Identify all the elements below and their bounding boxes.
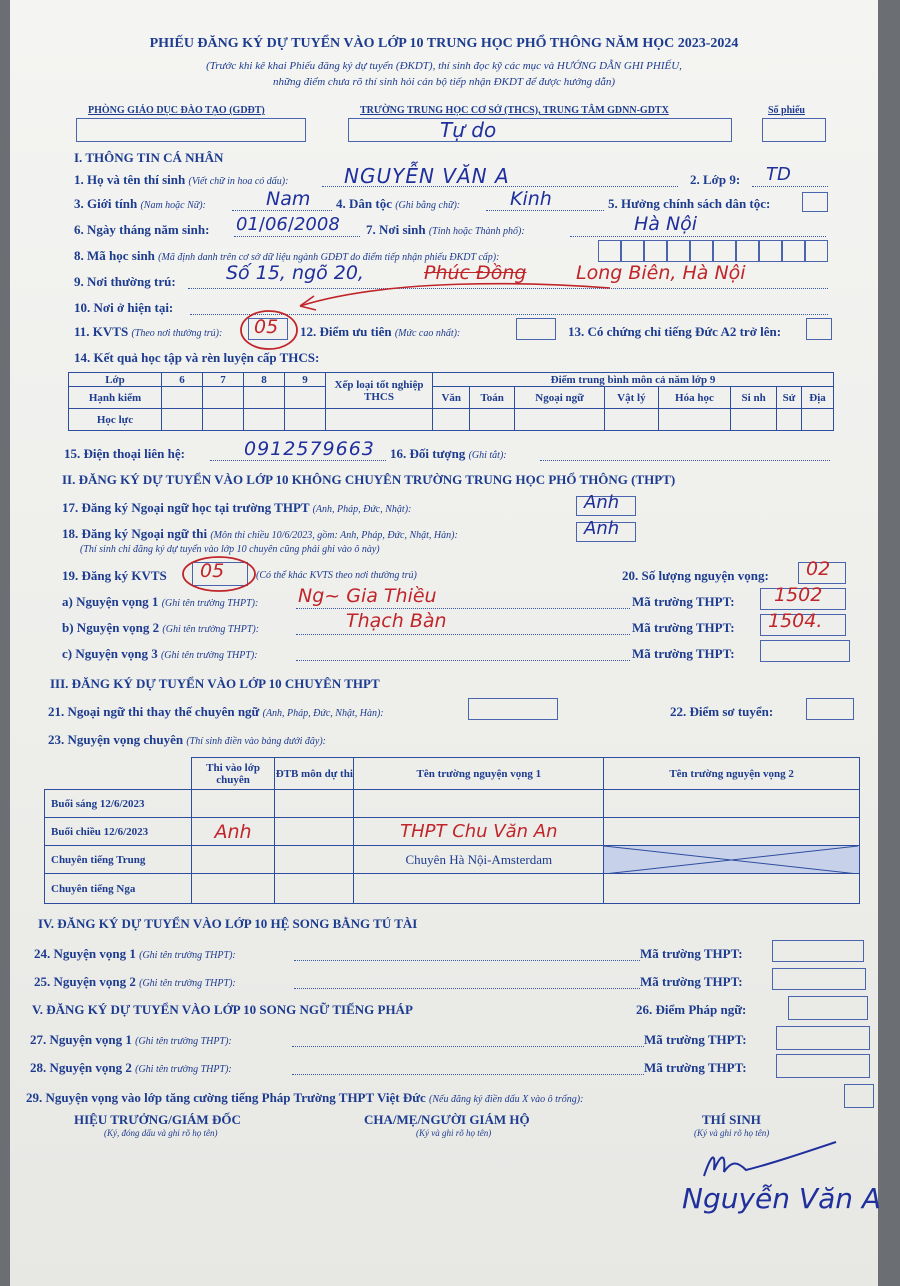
field-11-hint: (Theo nơi thường trú):	[131, 328, 223, 339]
student-code-digit-box[interactable]	[736, 240, 759, 262]
student-code-digit-box[interactable]	[690, 240, 713, 262]
field-17-label: 17. Đăng ký Ngoại ngữ học tại trường THPT	[62, 500, 310, 515]
field-3-hint: (Nam hoặc Nữ):	[140, 200, 206, 211]
subject-vatly: Vật lý	[605, 387, 659, 409]
field-25-hint: (Ghi tên trường THPT):	[139, 978, 236, 989]
field-22-label: 22. Điểm sơ tuyển:	[670, 704, 774, 719]
exam-lang-value: Anh	[584, 518, 620, 539]
ethnicity-value[interactable]: Kinh	[510, 188, 552, 210]
parent-title: CHA/MẸ/NGƯỜI GIÁM HỘ	[364, 1112, 530, 1127]
student-code-digit-box[interactable]	[598, 240, 621, 262]
field-7-hint: (Tỉnh hoặc Thành phố):	[428, 226, 525, 237]
student-code-digit-box[interactable]	[782, 240, 805, 262]
row-hanhkiem: Hạnh kiểm	[69, 387, 162, 409]
school-header: TRƯỜNG TRUNG HỌC CƠ SỞ (THCS), TRUNG TÂM GDNN-GDTX	[360, 105, 669, 116]
dept-box[interactable]	[76, 118, 306, 142]
subject-sinh: Si nh	[731, 387, 777, 409]
col-lop: Lớp	[69, 373, 162, 387]
student-sign-title: THÍ SINH	[702, 1112, 761, 1127]
residence-value-red[interactable]: Long Biên, Hà Nội	[576, 262, 746, 284]
chinese-nv2-shaded	[604, 846, 860, 874]
wish-a-code-label: Mã trường THPT:	[632, 594, 735, 609]
chinese-nv1-value[interactable]: Chuyên Hà Nội-Amsterdam	[354, 846, 604, 874]
field-14-label: 14. Kết quả học tập và rèn luyện cấp THCS:	[74, 350, 320, 365]
field-25-label: 25. Nguyện vọng 2	[34, 974, 136, 989]
birth-year-value[interactable]: 2008	[293, 214, 340, 235]
field-2-label: 2. Lớp 9:	[690, 172, 741, 187]
field-1-hint: (Viết chữ in hoa có dấu):	[188, 176, 289, 187]
kvts-register-value: 05	[200, 560, 225, 582]
wish-c-code-label: Mã trường THPT:	[632, 646, 735, 661]
col-grade-7: 7	[203, 373, 244, 387]
form-note-2: những điểm chưa rõ thí sinh hỏi cán bộ tiếp nhận ĐKDT để được hướng dẫn)	[273, 76, 615, 88]
field-19-label: 19. Đăng ký KVTS	[62, 568, 167, 583]
field-8-hint: (Mã định danh trên cơ sở dữ liệu ngành GDĐT do điểm tiếp nhận phiếu ĐKDT cấp):	[158, 252, 500, 263]
kvts-value: 05	[254, 316, 279, 338]
row-russian: Chuyên tiếng Nga	[45, 874, 192, 904]
student-code-digit-box[interactable]	[805, 240, 828, 262]
wish-b-hint: (Ghi tên trường THPT):	[162, 624, 260, 635]
field-29-hint: (Nếu đăng ký điền dấu X vào ô trống):	[429, 1094, 584, 1105]
field-10-label: 10. Nơi ở hiện tại:	[74, 300, 174, 315]
field-24-code-box[interactable]	[772, 940, 864, 962]
field-20-label: 20. Số lượng nguyện vọng:	[622, 568, 769, 583]
section-4-heading: IV. ĐĂNG KÝ DỰ TUYỂN VÀO LỚP 10 HỆ SONG BẰNG TÚ TÀI	[38, 916, 418, 931]
student-signature-icon	[690, 1140, 840, 1184]
french-class-checkbox[interactable]	[844, 1084, 874, 1108]
field-17-hint: (Anh, Pháp, Đức, Nhật):	[312, 504, 412, 515]
residence-value-struck: Phúc Đồng	[424, 262, 527, 284]
student-code-digit-box[interactable]	[644, 240, 667, 262]
student-name-value[interactable]: NGUYỄN VĂN A	[344, 164, 510, 188]
col-nv2: Tên trường nguyện vọng 2	[604, 758, 860, 790]
dept-header: PHÒNG GIÁO DỤC ĐÀO TẠO (GDĐT)	[88, 105, 265, 116]
section-1-heading: I. THÔNG TIN CÁ NHÂN	[74, 150, 224, 165]
wish-a-code-value: 1502	[774, 584, 823, 606]
wish-b-label: b) Nguyện vọng 2	[62, 620, 160, 635]
field-23-label: 23. Nguyện vọng chuyên	[48, 732, 184, 747]
afternoon-class-value[interactable]: Anh	[191, 818, 274, 846]
wish-c-label: c) Nguyện vọng 3	[62, 646, 158, 661]
field-25-code-label: Mã trường THPT:	[640, 974, 743, 989]
field-21-label: 21. Ngoại ngữ thi thay thế chuyên ngữ	[48, 704, 260, 719]
birth-month-value[interactable]: 06	[264, 214, 288, 235]
form-number-header: Số phiếu	[768, 105, 805, 116]
student-code-digit-box[interactable]	[621, 240, 644, 262]
subject-hoahoc: Hóa học	[658, 387, 731, 409]
row-hocluc: Học lực	[69, 409, 162, 431]
birth-day-value[interactable]: 01	[236, 214, 259, 235]
row-afternoon: Buổi chiều 12/6/2023	[45, 818, 192, 846]
field-3-label: 3. Giới tính	[74, 196, 138, 211]
field-27-hint: (Ghi tên trường THPT):	[135, 1036, 232, 1047]
wish-b-code-label: Mã trường THPT:	[632, 620, 735, 635]
wish-b-value[interactable]: Thạch Bàn	[346, 610, 447, 632]
class-value[interactable]: TD	[766, 164, 791, 185]
row-morning: Buổi sáng 12/6/2023	[45, 790, 192, 818]
col-lop-chuyen: Thi vào lớp chuyên	[191, 758, 274, 790]
substitute-lang-box[interactable]	[468, 698, 558, 720]
col-grade-9: 9	[285, 373, 326, 387]
foreign-lang-value: Anh	[584, 492, 620, 513]
subject-ngoaingu: Ngoại ngữ	[514, 387, 604, 409]
field-25-code-box[interactable]	[772, 968, 866, 990]
field-21-hint: (Anh, Pháp, Đức, Nhật, Hàn):	[262, 708, 384, 719]
priority-box[interactable]	[516, 318, 556, 340]
col-dtb: ĐTB môn dự thi	[275, 758, 354, 790]
study-results-table	[68, 372, 834, 431]
student-code-digit-box[interactable]	[713, 240, 736, 262]
field-16-label: 16. Đối tượng	[390, 446, 466, 461]
wish-count-value: 02	[806, 558, 831, 580]
field-24-code-label: Mã trường THPT:	[640, 946, 743, 961]
field-7-label: 7. Nơi sinh	[366, 222, 426, 237]
field-9-label: 9. Nơi thường trú:	[74, 274, 176, 289]
wish-b-code-value: 1504.	[768, 610, 823, 632]
cross-out-icon	[604, 846, 858, 874]
col-nv1: Tên trường nguyện vọng 1	[354, 758, 604, 790]
field-28-label: 28. Nguyện vọng 2	[30, 1060, 132, 1075]
german-cert-box[interactable]	[806, 318, 832, 340]
section-2-heading: II. ĐĂNG KÝ DỰ TUYỂN VÀO LỚP 10 KHÔNG CHUYÊN TRƯỜNG TRUNG HỌC PHỔ THÔNG (THPT)	[62, 472, 676, 487]
field-28-code-box[interactable]	[776, 1054, 870, 1078]
subject-van: Văn	[433, 387, 470, 409]
field-26-label: 26. Điểm Pháp ngữ:	[636, 1002, 747, 1017]
field-4-hint: (Ghi bằng chữ):	[395, 200, 461, 211]
afternoon-nv1-value[interactable]: THPT Chu Văn An	[354, 818, 604, 846]
field-23-hint: (Thí sinh điền vào bảng dưới đây):	[186, 736, 326, 747]
student-code-digit-box[interactable]	[759, 240, 782, 262]
field-28-code-label: Mã trường THPT:	[644, 1060, 747, 1075]
field-24-label: 24. Nguyện vọng 1	[34, 946, 136, 961]
student-code-digit-box[interactable]	[667, 240, 690, 262]
field-19-hint: (Có thể khác KVTS theo nơi thường trú)	[256, 570, 417, 581]
wish-c-code-box[interactable]	[760, 640, 850, 662]
field-4-label: 4. Dân tộc	[336, 196, 392, 211]
ethnic-policy-box[interactable]	[802, 192, 828, 212]
field-11-label: 11. KVTS	[74, 324, 129, 339]
field-27-code-label: Mã trường THPT:	[644, 1032, 747, 1047]
specialized-wish-table	[44, 757, 860, 904]
form-title: PHIẾU ĐĂNG KÝ DỰ TUYỂN VÀO LỚP 10 TRUNG HỌC PHỔ THÔNG NĂM HỌC 2023-2024	[149, 36, 739, 51]
col-grade-8: 8	[244, 373, 285, 387]
field-27-label: 27. Nguyện vọng 1	[30, 1032, 132, 1047]
subject-toan: Toán	[470, 387, 515, 409]
field-12-label: 12. Điểm ưu tiên	[300, 324, 392, 339]
row-chinese: Chuyên tiếng Trung	[45, 846, 192, 874]
pre-score-box[interactable]	[806, 698, 854, 720]
french-score-box[interactable]	[788, 996, 868, 1020]
field-29-label: 29. Nguyện vọng vào lớp tăng cường tiếng Pháp Trường THPT Việt Đức	[26, 1090, 426, 1105]
field-8-label: 8. Mã học sinh	[74, 248, 155, 263]
principal-hint: (Ký, đóng dấu và ghi rõ họ tên)	[104, 1128, 218, 1138]
form-number-box[interactable]	[762, 118, 826, 142]
field-27-code-box[interactable]	[776, 1026, 870, 1050]
field-13-label: 13. Có chứng chỉ tiếng Đức A2 trở lên:	[568, 324, 782, 339]
residence-value-blue[interactable]: Số 15, ngõ 20,	[226, 262, 364, 284]
field-12-hint: (Mức cao nhất):	[394, 328, 461, 339]
wish-a-label: a) Nguyện vọng 1	[62, 594, 159, 609]
student-signed-name: Nguyễn Văn A	[682, 1182, 882, 1215]
field-28-hint: (Ghi tên trường THPT):	[135, 1064, 232, 1075]
col-diem: Điểm trung bình môn cả năm lớp 9	[433, 373, 834, 387]
student-sign-hint: (Ký và ghi rõ họ tên)	[694, 1128, 770, 1138]
wish-a-value[interactable]: Ng~ Gia Thiều	[298, 585, 437, 607]
section-3-heading: III. ĐĂNG KÝ DỰ TUYỂN VÀO LỚP 10 CHUYÊN THPT	[50, 676, 380, 691]
principal-title: HIỆU TRƯỞNG/GIÁM ĐỐC	[74, 1112, 241, 1127]
parent-hint: (Ký và ghi rõ họ tên)	[416, 1128, 492, 1138]
school-value: Tự do	[440, 118, 497, 142]
red-circle-icon	[238, 308, 300, 352]
subject-dia: Địa	[802, 387, 834, 409]
col-grade-6: 6	[162, 373, 203, 387]
gender-value[interactable]: Nam	[266, 188, 311, 210]
field-16-hint: (Ghi tắt):	[468, 450, 507, 461]
field-1-label: 1. Họ và tên thí sinh	[74, 172, 186, 187]
birthplace-value[interactable]: Hà Nội	[634, 213, 698, 235]
form-note-1: (Trước khi kê khai Phiếu đăng ký dự tuyển (ĐKDT), thí sinh đọc kỹ các mục và HƯỚNG DẪN GHI PHIẾU,	[206, 60, 682, 72]
section-5-heading: V. ĐĂNG KÝ DỰ TUYỂN VÀO LỚP 10 SONG NGỮ TIẾNG PHÁP	[32, 1002, 413, 1017]
wish-c-hint: (Ghi tên trường THPT):	[160, 650, 258, 661]
field-5-label: 5. Hưởng chính sách dân tộc:	[608, 196, 771, 211]
field-24-hint: (Ghi tên trường THPT):	[139, 950, 236, 961]
school-box[interactable]	[348, 118, 732, 142]
field-18-label: 18. Đăng ký Ngoại ngữ thi	[62, 526, 208, 541]
phone-value[interactable]: 0912579663	[244, 438, 375, 460]
field-15-label: 15. Điện thoại liên hệ:	[64, 446, 185, 461]
field-6-label: 6. Ngày tháng năm sinh:	[74, 222, 210, 237]
registration-form-page: PHIẾU ĐĂNG KÝ DỰ TUYỂN VÀO LỚP 10 TRUNG HỌC PHỔ THÔNG NĂM HỌC 2023-2024 (Trước khi kê khai Phiếu đăng ký dự tuyển (ĐKDT), thí sinh đọc kỹ các mục và HƯỚNG DẪN GHI PHIẾU, những điểm chưa rõ thí sinh hỏi cán bộ tiếp nhận ĐKDT để được hướng dẫn) PHÒNG GIÁO DỤC ĐÀO TẠO (GDĐT) TRƯỜNG TRUNG HỌC CƠ SỞ (THCS), TRUNG TÂM GDNN-GDTX Số phiếu Tự do I. THÔNG TIN CÁ NHÂN 1. Họ và tên thí sinh (Viết chữ in hoa có dấu): NGUYỄN VĂN A 2. Lớp 9: TD 3. Giới tính (Nam hoặc Nữ): Nam 4. Dân tộc (Ghi bằng chữ): Kinh 5. Hưởng chính sách dân tộc: 6. Ngày tháng năm sinh: 01/06/2008 7. Nơi sinh (Tỉnh hoặc Thành phố): Hà Nội 8. Mã học sinh (Mã định danh trên cơ sở dữ liệu ngành GDĐT do điểm tiếp nhận phiếu ĐKDT cấp): 9. Nơi thường trú: Số 15, ngõ 20, Phúc Đồng Long Biên, Hà Nội 10. Nơi ở hiện tại: 11. KVTS (Theo nơi thường trú): 05 12. Điểm ưu tiên (Mức cao nhất): 13. Có chứng chỉ tiếng Đức A2 trở lên: 14. Kết quả học tập và rèn luyện cấp THCS: Lớp 6 7 8 9 Xếp loại tốt nghiệp THCS Điểm trung bình môn cả năm lớp 9 Hạnh kiểm Văn Toán Ngoại ngữ Vật lý Hóa học Si nh Sử Địa Học lực 15. Điện thoại liên hệ: 0912579663 16. Đối tượng (Ghi tắt): II. ĐĂNG KÝ DỰ TUYỂN VÀO LỚP 10 KHÔNG CHUYÊN TRƯỜNG TRUNG HỌC PHỔ THÔNG (THPT) 17. Đăng ký Ngoại ngữ học tại trường THPT (Anh, Pháp, Đức, Nhật): Anh 18. Đăng ký Ngoại ngữ thi (Môn thi chiều 10/6/2023, gồm: Anh, Pháp, Đức, Nhật, Hàn): Anh (Thí sinh chỉ đăng ký dự tuyển vào lớp 10 chuyên cũng phải ghi vào ô này) 19. Đăng ký KVTS 05 (Có thể khác KVTS theo nơi thường trú) 20. Số lượng nguyện vọng: 02 a) Nguyện vọng 1 (Ghi tên trường THPT): Ng~ Gia Thiều Mã trường THPT: 1502 b) Nguyện vọng 2 (Ghi tên trường THPT): Thạch Bàn Mã trường THPT: 1504. c) Nguyện vọng 3 (Ghi tên trường THPT): Mã trường THPT: III. ĐĂNG KÝ DỰ TUYỂN VÀO LỚP 10 CHUYÊN THPT 21. Ngoại ngữ thi thay thế chuyên ngữ (Anh, Pháp, Đức, Nhật, Hàn): 22. Điểm sơ tuyển: 23. Nguyện vọng chuyên (Thí sinh điền vào bảng dưới đây): Thi vào lớp chuyên ĐTB môn dự thi Tên trường nguyện vọng 1 Tên trường nguyện vọng 2 Buổi sáng 12/6/2023 Buổi chiều 12/6/2023 Anh THPT Chu Văn An Chuyên tiếng Trung Chuyên Hà Nội-Amsterdam Chuyên tiếng Nga IV. ĐĂNG KÝ DỰ TUYỂN VÀO LỚP 10 HỆ SONG BẰNG TÚ TÀI 24. Nguyện vọng 1 (Ghi tên trường THPT): Mã trường THPT: 25. Nguyện vọng 2 (Ghi tên trường THPT): Mã trường THPT: V. ĐĂNG KÝ DỰ TUYỂN VÀO LỚP 10 SONG NGỮ TIẾNG PHÁP 26. Điểm Pháp ngữ: 27. Nguyện vọng 1 (Ghi tên trường THPT): Mã trường THPT: 28. Nguyện vọng 2 (Ghi tên trường THPT): Mã trường THPT: 29. Nguyện vọng vào lớp tăng cường tiếng Pháp Trường THPT Việt Đức (Nếu đăng ký điền dấu X vào ô trống): HIỆU TRƯỞNG/GIÁM ĐỐC (Ký, đóng dấu và ghi rõ họ tên) CHA/MẸ/NGƯỜI GIÁM HỘ (Ký và ghi rõ họ tên) THÍ SINH (Ký và ghi rõ họ tên) Nguyễn Văn A	[10, 0, 878, 1286]
col-xeploai: Xếp loại tốt nghiệp THCS	[326, 373, 433, 409]
red-circle-icon	[180, 554, 258, 594]
subject-su: Sử	[777, 387, 802, 409]
field-18-note: (Thí sinh chỉ đăng ký dự tuyển vào lớp 10 chuyên cũng phải ghi vào ô này)	[80, 544, 380, 555]
field-18-hint: (Môn thi chiều 10/6/2023, gồm: Anh, Pháp, Đức, Nhật, Hàn):	[210, 530, 458, 541]
wish-a-hint: (Ghi tên trường THPT):	[161, 598, 259, 609]
